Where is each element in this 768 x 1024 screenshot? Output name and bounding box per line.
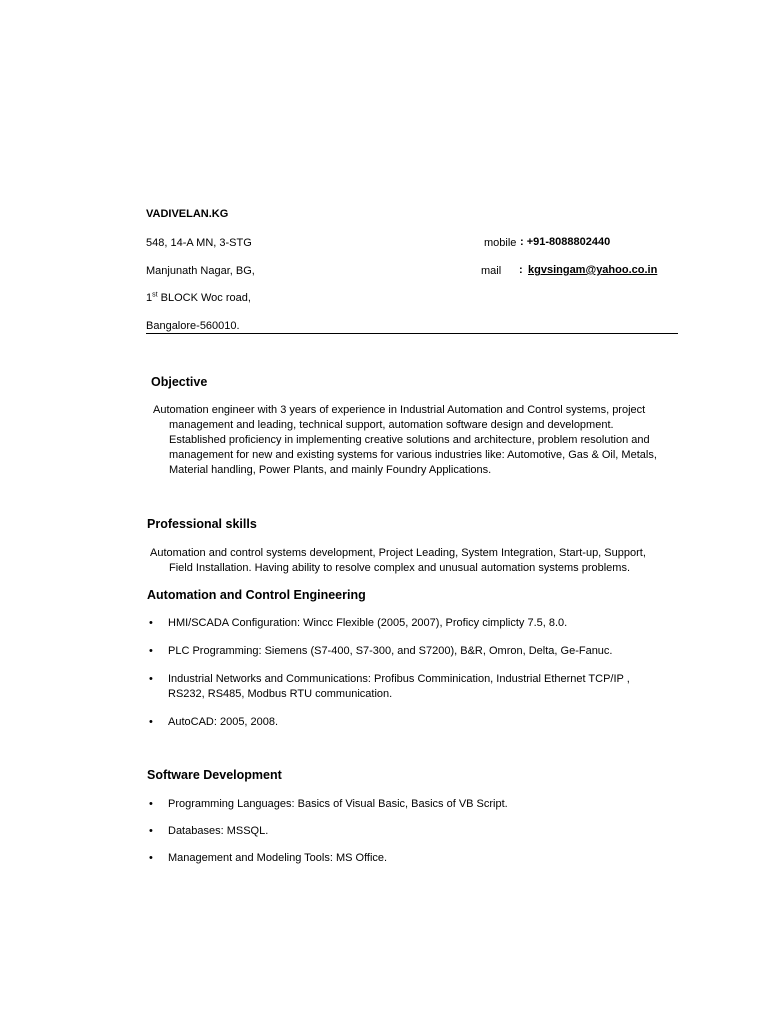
bullet-icon: • <box>149 798 153 810</box>
objective-line: Established proficiency in implementing creative solutions and architecture, problem resolution and <box>169 434 650 446</box>
header-divider <box>146 333 678 334</box>
mobile-label: mobile <box>484 237 517 249</box>
list-item <box>147 851 508 866</box>
list-item <box>147 616 630 631</box>
address-line-3 <box>146 291 251 305</box>
list-item-text: Programming Languages: Basics of Visual Basic, Basics of VB Script. <box>168 798 508 810</box>
software-heading: Software Development <box>147 768 282 782</box>
candidate-name: VADIVELAN.KG <box>146 208 229 220</box>
list-item-text: Databases: MSSQL. <box>168 825 269 837</box>
skills-line: Automation and control systems development, Project Leading, System Integration, Start-up, Support, <box>150 547 646 559</box>
objective-heading: Objective <box>151 375 208 389</box>
objective-line: Automation engineer with 3 years of experience in Industrial Automation and Control systems, project <box>153 404 646 416</box>
objective-line: management and leading, technical support, automation software design and development. <box>169 419 614 431</box>
software-list <box>147 797 508 866</box>
bullet-icon: • <box>149 673 153 685</box>
professional-skills-paragraph <box>150 546 680 576</box>
list-item-text: Industrial Networks and Communications: Profibus Comminication, Industrial Ethernet TCP/IP , <box>168 673 630 685</box>
bullet-icon: • <box>149 716 153 728</box>
professional-skills-heading: Professional skills <box>147 517 257 531</box>
list-item <box>147 797 508 812</box>
objective-line: Material handling, Power Plants, and mainly Foundry Applications. <box>169 464 492 476</box>
list-item-text: HMI/SCADA Configuration: Wincc Flexible (2005, 2007), Proficy cimplicty 7.5, 8.0. <box>168 617 568 629</box>
address-line-3-number: 1 <box>146 292 153 304</box>
address-line-4: Bangalore-560010. <box>146 320 240 332</box>
bullet-icon: • <box>149 617 153 629</box>
address-line-1: 548, 14-A MN, 3-STG <box>146 237 252 249</box>
list-item <box>147 715 630 730</box>
list-item-text: AutoCAD: 2005, 2008. <box>168 716 279 728</box>
list-item-text: Management and Modeling Tools: MS Office. <box>168 852 388 864</box>
mobile-number: : +91-8088802440 <box>520 236 611 248</box>
mail-separator: : <box>519 264 523 276</box>
bullet-icon: • <box>149 645 153 657</box>
list-item <box>147 824 508 839</box>
automation-list <box>147 616 630 730</box>
list-item-text: RS232, RS485, Modbus RTU communication. <box>168 688 393 700</box>
bullet-icon: • <box>149 825 153 837</box>
objective-line: management for new and existing systems for various industries like: Automotive, Gas & Oil, Metals, <box>169 449 657 461</box>
address-line-3-superscript: st <box>152 291 158 299</box>
address-line-2: Manjunath Nagar, BG, <box>146 265 255 277</box>
list-item <box>147 672 630 702</box>
list-item-text: PLC Programming: Siemens (S7-400, S7-300, and S7200), B&R, Omron, Delta, Ge-Fanuc. <box>168 645 613 657</box>
bullet-icon: • <box>149 852 153 864</box>
address-line-3-rest: BLOCK Woc road, <box>160 292 251 304</box>
skills-line: Field Installation. Having ability to resolve complex and unusual automation systems problems. <box>169 562 631 574</box>
objective-paragraph <box>153 403 683 478</box>
email-link[interactable]: kgvsingam@yahoo.co.in <box>528 264 658 276</box>
list-item <box>147 644 630 659</box>
automation-heading: Automation and Control Engineering <box>147 588 366 602</box>
mail-label: mail <box>481 265 502 277</box>
